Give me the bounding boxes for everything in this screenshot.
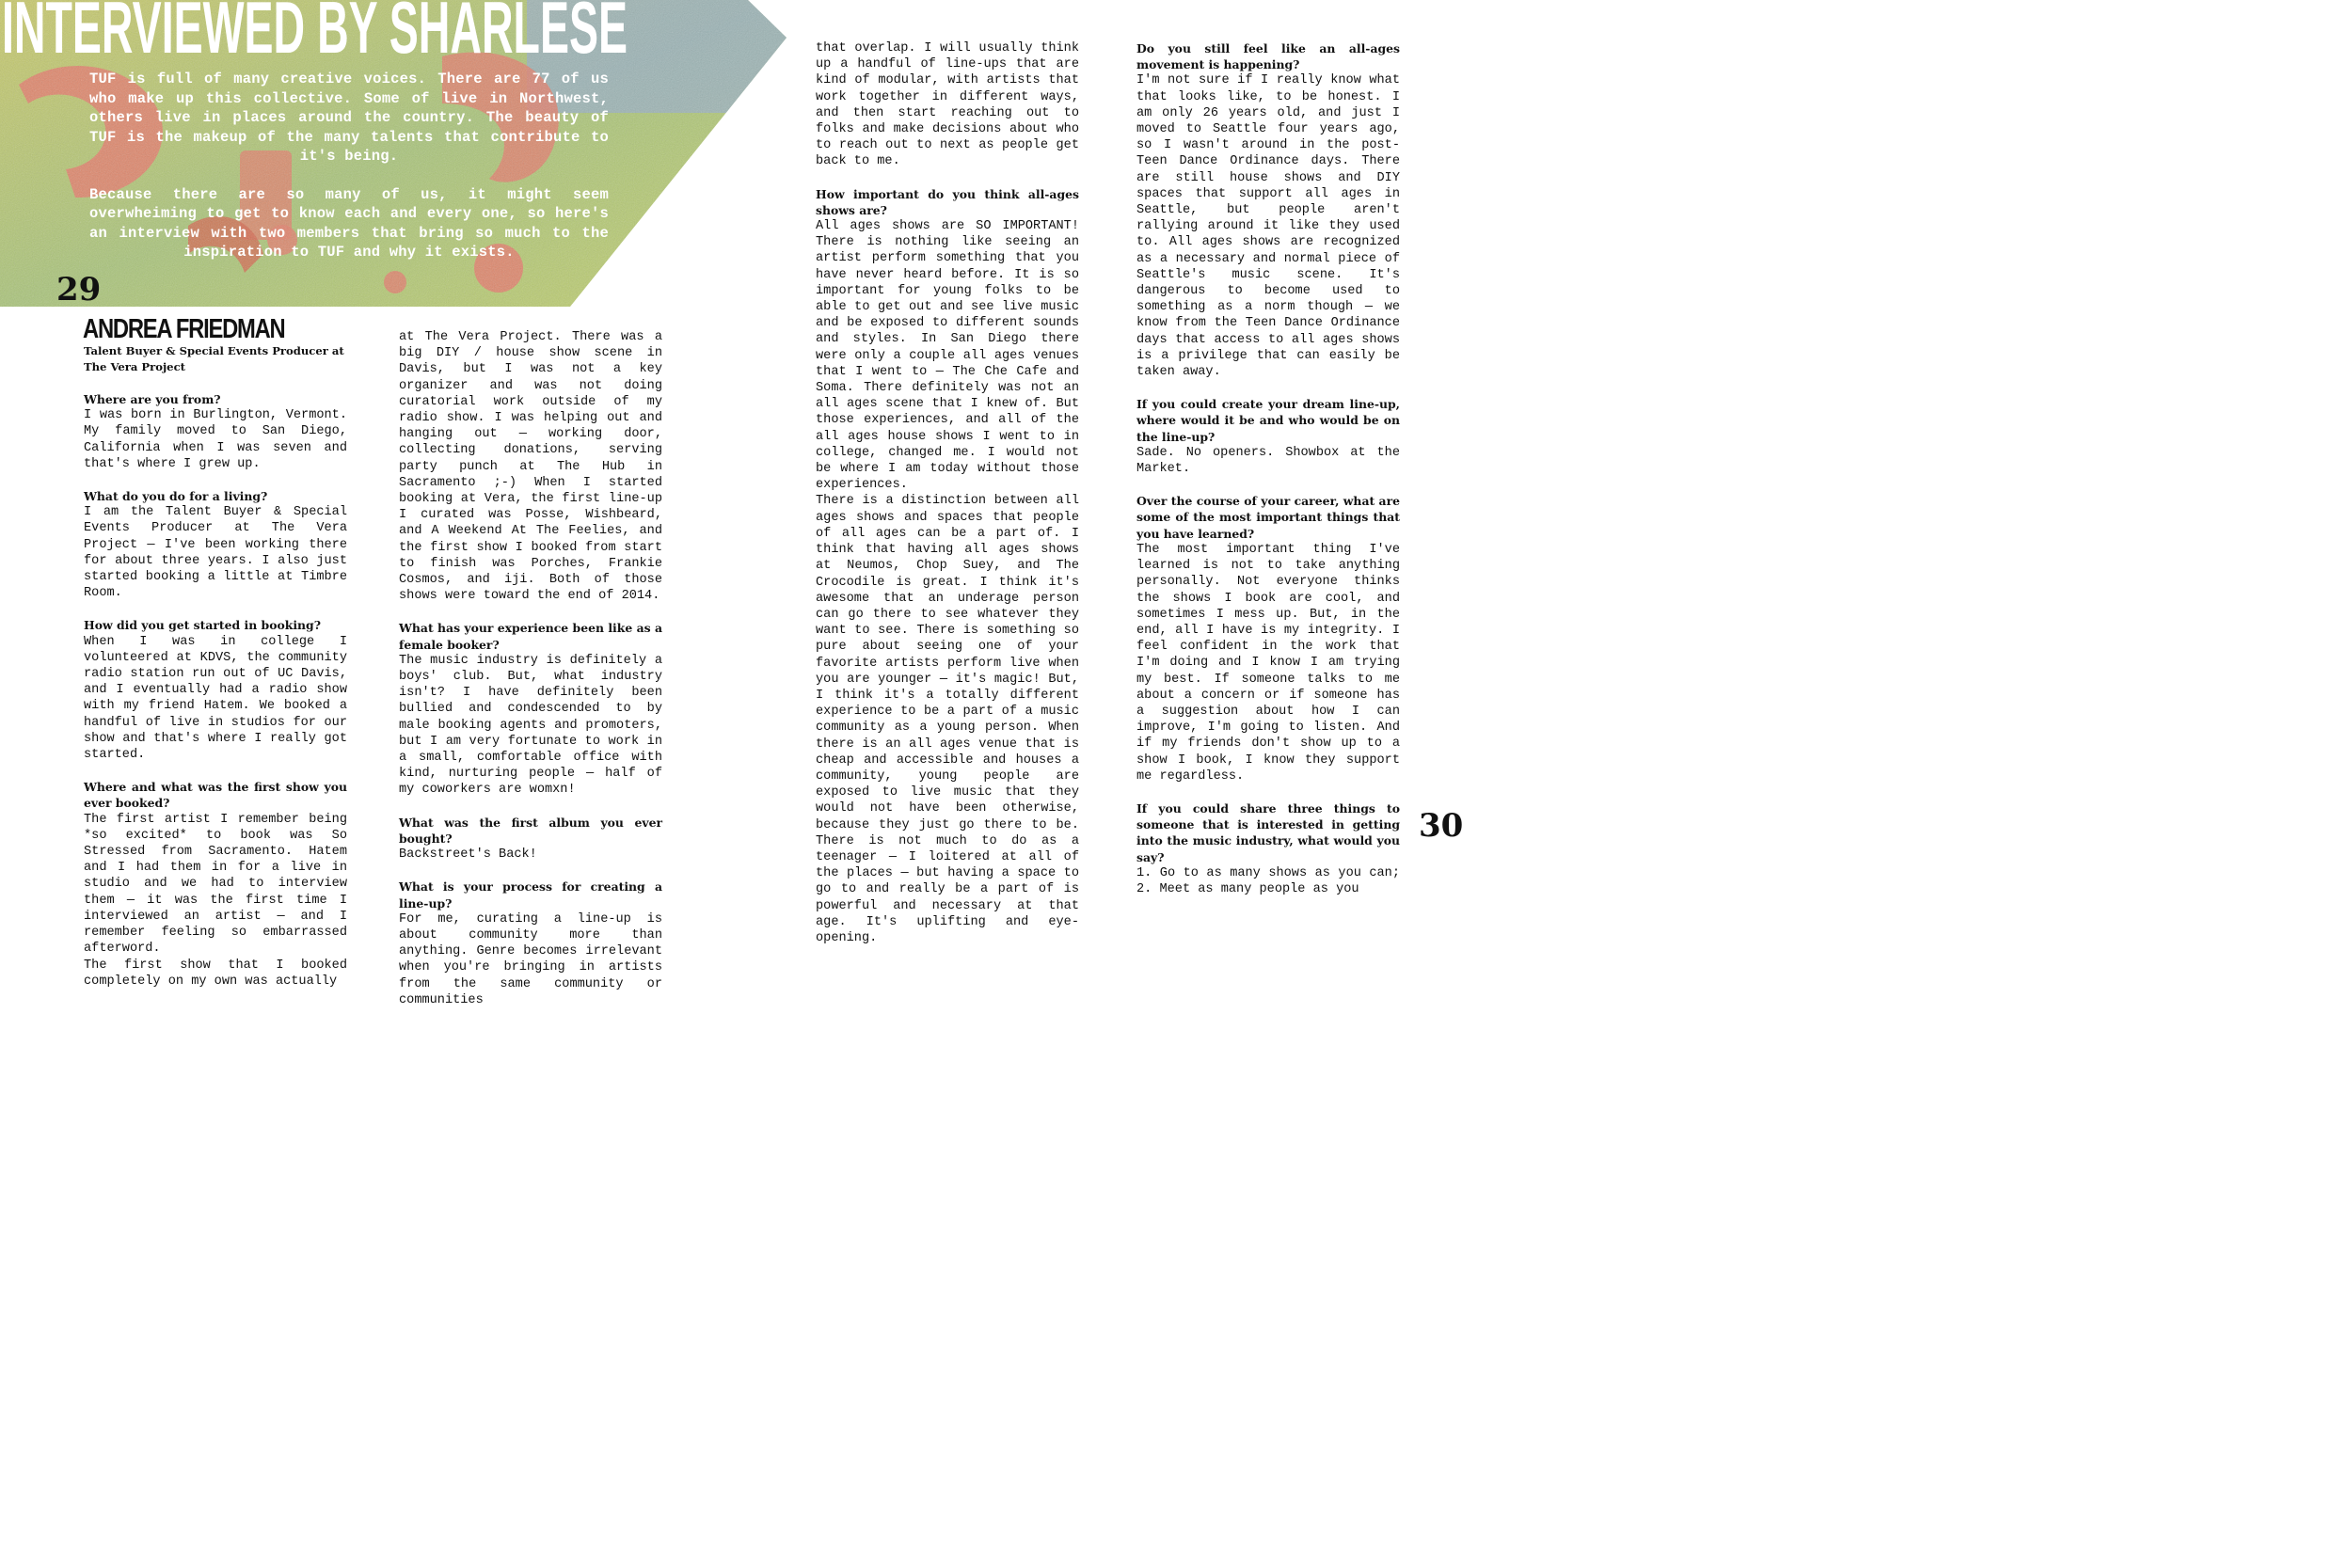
answer: I am the Talent Buyer & Special Events Producer at The Vera Project — I've been working there for about three years. I also just started booking a little at Timbre Room. (84, 505, 347, 601)
article-column-4 (1136, 40, 1400, 897)
svg-text:INTERVIEWED BY SHARLESE: INTERVIEWED BY SHARLESE (2, 0, 628, 62)
answer: The first show that I booked completely on my own was actually (84, 958, 347, 989)
intro-paragraph-2: Because there are so many of us, it might seem overwheiming to get to know each and every one, so here's an interview with two members that bring so much to the inspiration to TUF and why it exists. (89, 185, 609, 261)
answer: at The Vera Project. There was a big DIY / house show scene in Davis, but I was not a key organizer and was not doing curatorial work outside of my radio show. I was helping out and hanging out — working door, collecting donations, serving party punch at The Hub in Sacramento ;-) When I started booking at Vera, the first line-up I curated was Posse, Wishbeard, and A Weekend At The Feelies, and the first show I booked from start to finish was Porches, Frankie Cosmos, and iji. Both of those shows were toward the end of 2014. (399, 330, 662, 604)
question: How important do you think all-ages shows are? (816, 186, 1079, 217)
question: What is your process for creating a line-up? (399, 879, 662, 911)
answer: The most important thing I've learned is not to take anything personally. Not everyone thinks the shows I book are cool, and sometimes I mess up. But, in the end, all I have is my integrity. I feel confident in the work that I'm doing and I know I am trying my best. If someone talks to me about a concern or if someone has a suggestion about how I can improve, I'm going to listen. And if my friends don't show up to a show I book, I know they support me regardless. (1136, 542, 1400, 784)
article-column-1 (84, 391, 347, 990)
page-number-left: 29 (56, 271, 102, 309)
answer: that overlap. I will usually think up a handful of line-ups that are kind of modular, with artists that work together in different ways, and then start reaching out to folks and make decisions about who to reach out to next as people get back to me. (816, 41, 1079, 169)
answer: The first artist I remember being *so excited* to book was So Stressed from Sacramento. Hatem and I had them in for a live in studio and we had to interview them — it was the first time I interviewed an artist — and I remember feeling so embarrassed afterword. (84, 812, 347, 957)
article-column-2 (399, 329, 662, 1008)
question: Where are you from? (84, 392, 221, 406)
question: Over the course of your career, what are some of the most important things that you have learned? (1136, 494, 1400, 541)
page-number-right: 30 (1419, 807, 1464, 845)
intro-paragraph-1: TUF is full of many creative voices. There are 77 of us who make up this collective. Some of live in Northwest, others live in places around the country. The beauty of TUF is the makeup of the many talents that contribute to it's being. (89, 71, 609, 165)
answer: I'm not sure if I really know what that looks like, to be honest. I am only 26 years old, and just I moved to Seattle four years ago, so I wasn't around in the post-Teen Dance Ordinance days. There are still house shows and DIY spaces that support all ages in Seattle, but people aren't rallying around it like they used to. All ages shows are recognized as a necessary and normal piece of Seattle's music scene. It's dangerous to become used to something as a norm though — we know from the Teen Dance Ordinance days that access to all ages shows is a privilege that can easily be taken away. (1136, 73, 1400, 380)
question: What has your experience been like as a female booker? (399, 621, 662, 652)
question: How did you get started in booking? (84, 618, 321, 633)
header-title (2, 0, 660, 62)
question: Do you still feel like an all-ages movement is happening? (1136, 41, 1400, 72)
profile-name: ANDREA FRIEDMAN (83, 314, 285, 344)
question: Where and what was the first show you ever booked? (84, 780, 347, 811)
question: What do you do for a living? (84, 489, 268, 504)
answer: Backstreet's Back! (399, 847, 537, 863)
answer: For me, curating a line-up is about community more than anything. Genre becomes irrelevant when you're bringing in artists from the same community or communities (399, 911, 662, 1007)
answer: All ages shows are SO IMPORTANT! There is nothing like seeing an artist perform something that you have never heard before. It is so important for young folks to be able to get out and see live music and be exposed to different sounds and styles. In San Diego there were only a couple all ages venues that I went to — The Che Cafe and Soma. There definitely was not an all ages scene that I knew of. But those experiences, and all of the all ages house shows I went to in college, changed me. I would not be where I am today without those experiences. (816, 219, 1079, 493)
question: What was the first album you ever bought? (399, 815, 662, 846)
answer: I was born in Burlington, Vermont. My family moved to San Diego, California when I was seven and that's where I grew up. (84, 408, 347, 471)
answer: 1. Go to as many shows as you can; 2. Meet as many people as you (1136, 865, 1400, 896)
question: If you could share three things to someone that is interested in getting into the music industry, what would you say? (1136, 800, 1400, 864)
answer: When I was in college I volunteered at KDVS, the community radio station run out of UC Davis, and I eventually had a radio show with my friend Hatem. We booked a handful of live in studios for our show and that's where I really got started. (84, 634, 347, 763)
answer: Sade. No openers. Showbox at the Market. (1136, 445, 1400, 477)
profile-role: Talent Buyer & Special Events Producer at The Vera Project (84, 344, 344, 373)
answer: There is a distinction between all ages shows and spaces that people of all ages can be a part of. I think that having all ages shows at Neumos, Chop Suey, and The Crocodile is great. I think it's awesome that an underage person can go there to see whatever they want to see. There is something so pure about seeing one of your favorite artists perform live when you are younger — it's magic! But, I think it's a totally different experience to be a part of a music community as a young person. When there is an all ages venue that is cheap and accessible and houses a community, young people are exposed to live music that they would not have been otherwise, because they just go there to be. There is not much to do as a teenager — I loitered at all of the places — but having a space to go to and really be a part of is powerful and necessary at that age. It's uplifting and eye-opening. (816, 494, 1079, 945)
question: If you could create your dream line-up, where would it be and who would be on the line-up? (1136, 397, 1400, 444)
intro-text (89, 70, 609, 281)
article-column-3 (816, 40, 1079, 946)
answer: The music industry is definitely a boys' club. But, what industry isn't? I have definitely been bullied and condescended to by male booking agents and promoters, but I am very fortunate to work in a small, comfortable office with kind, nurturing people — half of my coworkers are womxn! (399, 653, 662, 798)
